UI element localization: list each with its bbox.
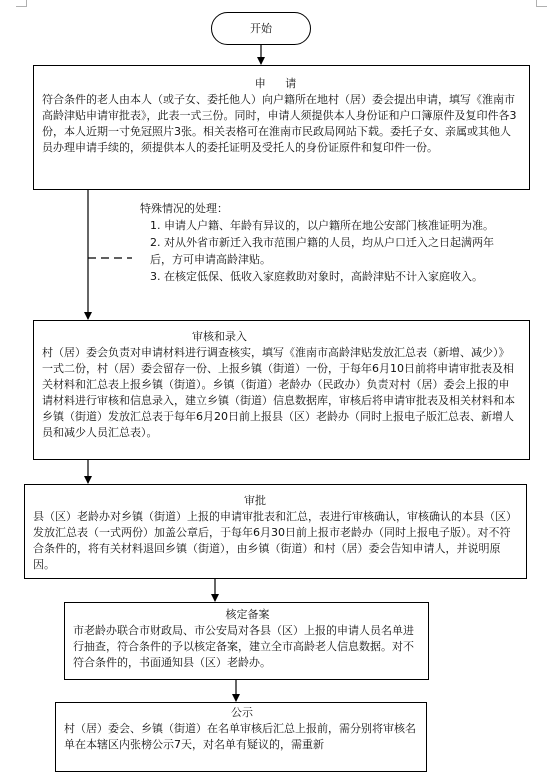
special-cases-title: 特殊情况的处理： xyxy=(140,202,228,215)
record-step-box xyxy=(64,602,429,680)
special-case-item-2-line-2: 后，方可申请高龄津贴。 xyxy=(150,253,271,266)
start-label: 开始 xyxy=(250,21,272,35)
review-step-title: 审核和录入 xyxy=(192,330,247,343)
review-step-box xyxy=(33,320,530,460)
approve-step-body: 县（区）老龄办对乡镇（街道）上报的申请审批表和汇总，表进行审核确认，审核确认的本县（区）发放汇总表（一式两份）加盖公章后，于每年6月30日前上报市老龄办（同时上报电子版）。对不符合条件的，将有关材料退回乡镇（街道），由乡镇（街道）和村（居）委会告知申请人，并说明原因。 xyxy=(33,510,517,571)
approve-step-box xyxy=(24,484,527,579)
publicity-step-title: 公示 xyxy=(231,706,253,719)
special-cases-note xyxy=(140,200,550,285)
special-case-item-1: 1. 申请人户籍、年龄有异议的，以户籍所在地公安部门核准证明为准。 xyxy=(150,219,494,232)
special-case-item-2-line-1: 2. 对从外省市新迁入我市范围户籍的人员，均从户口迁入之日起满两年 xyxy=(150,236,494,249)
approve-step-title: 审批 xyxy=(244,494,266,507)
review-step-body: 村（居）委会负责对申请材料进行调查核实，填写《淮南市高龄津贴发放汇总表（新增、减少）》一式二份，村（居）委会留存一份、上报乡镇（街道）一份，于每年6月10日前将申请审批表及相关材料和汇总表上报乡镇（街道）。乡镇（街道）老龄办（民政办）负责对村（居）委会上报的申请材料进行审核和信息录入，建立乡镇（街道）信息数据库，审核后将申请审批表及相关材料和本乡镇（街道）发放汇总表于每年6月20日前上报县（区）老龄办（同时上报电子版汇总表、新增人员和减少人员汇总表）。 xyxy=(42,346,515,439)
record-step-title: 核定备案 xyxy=(225,608,270,621)
start-node xyxy=(211,12,311,45)
apply-step-box xyxy=(33,65,530,190)
publicity-step-body: 村（居）委会、乡镇（街道）在名单审核后汇总上报前，需分别将审核名单在本辖区内张榜公示7天，对名单有疑议的，需重新 xyxy=(64,722,416,751)
apply-step-body: 符合条件的老人由本人（或子女、委托他人）向户籍所在地村（居）委会提出申请，填写《淮南市高龄津贴申请审批表》，此表一式三份。同时，申请人须提供本人身份证和户口簿原件及复印件各3份，本人近期一寸免冠照片3张。相关表格可在淮南市民政局网站下载。委托子女、亲属或其他人员办理申请手续的，须提供本人的委托证明及受托人的身份证原件和复印件一份。 xyxy=(42,93,517,154)
publicity-step-box xyxy=(55,702,427,772)
apply-step-title: 申 请 xyxy=(254,77,305,90)
special-case-item-3: 3. 在核定低保、低收入家庭救助对象时，高龄津贴不计入家庭收入。 xyxy=(150,270,483,283)
record-step-body: 市老龄办联合市财政局、市公安局对各县（区）上报的申请人员名单进行抽查，符合条件的予以核定备案，建立全市高龄老人信息数据。对不符合条件的，书面通知县（区）老龄办。 xyxy=(73,624,414,669)
